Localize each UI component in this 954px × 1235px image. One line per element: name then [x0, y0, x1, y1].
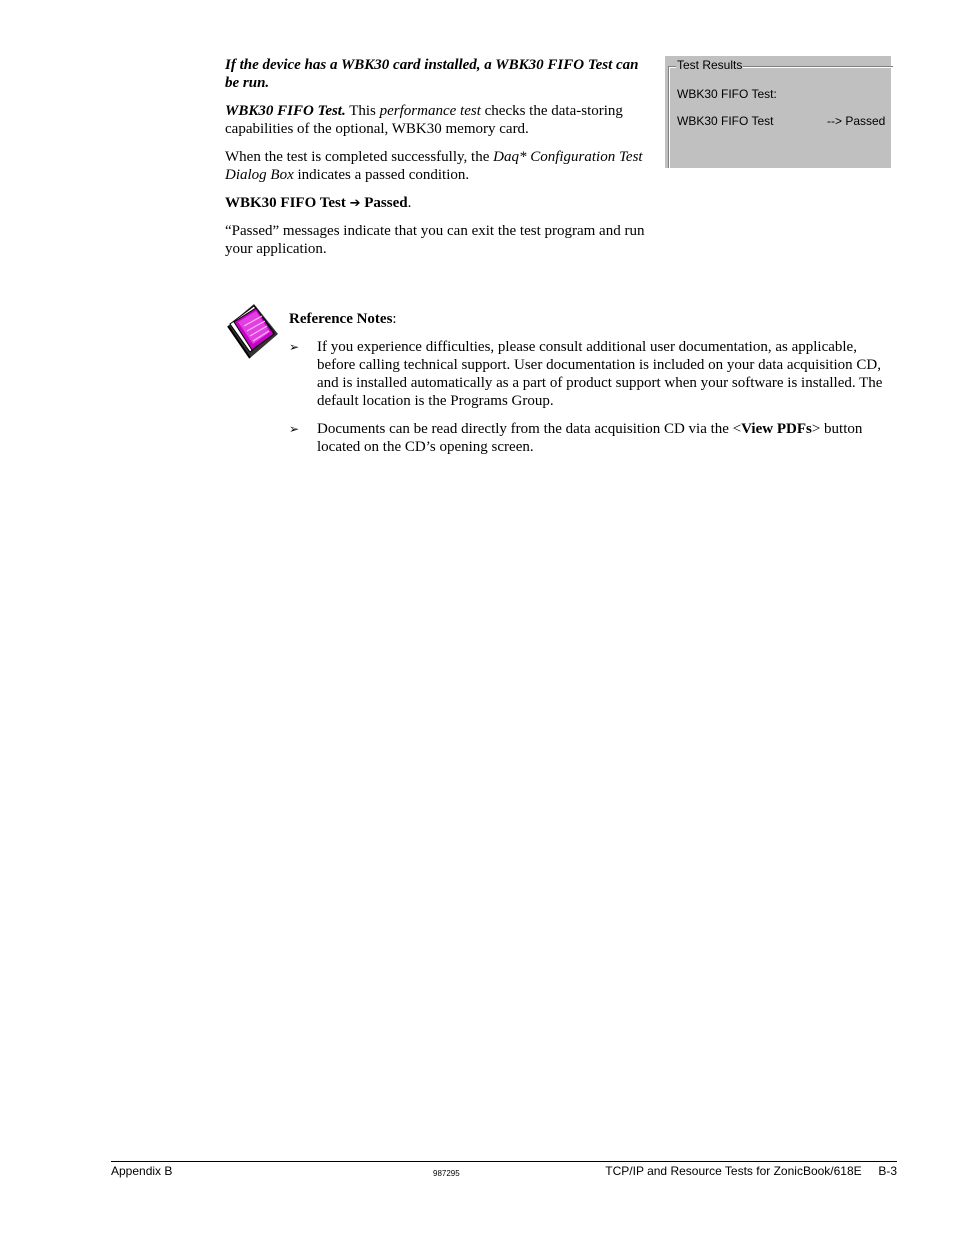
reference-note-2: [317, 420, 892, 456]
completed-text-1: When the test is completed successfully, the: [225, 149, 494, 165]
reference-book-icon: [224, 300, 282, 360]
test-results-panel: [665, 56, 891, 168]
passed-paragraph: “Passed” messages indicate that you can exit the test program and run your application.: [225, 223, 645, 257]
result-end: .: [407, 195, 412, 211]
reference-note-1: If you experience difficulties, please consult additional user documentation, as applicable, before calling technical support. User documentation is included on your data acquisition CD, and is installed automatically as a part of product support when your software is installed. The default location is the Programs Group.: [317, 339, 883, 409]
footer-divider: [111, 1161, 897, 1162]
fifo-text-1: This: [345, 103, 380, 119]
footer-right: TCP/IP and Resource Tests for ZonicBook/618E B-3: [605, 1164, 897, 1178]
test-results-legend: Test Results: [677, 58, 743, 72]
result-label: WBK30 FIFO Test: [225, 195, 346, 211]
arrow-icon: ➔: [349, 196, 361, 211]
panel-row2-value: --> Passed: [827, 114, 886, 128]
reference-title: Reference Notes: [289, 311, 393, 327]
view-pdfs-label: View PDFs: [741, 421, 812, 437]
reference-colon: :: [392, 311, 397, 327]
note2-text-2: > button located on the CD’s opening screen.: [317, 421, 863, 455]
reference-title-line: [289, 310, 397, 328]
result-line: [225, 194, 650, 213]
note2-text-1: Documents can be read directly from the data acquisition CD via the <: [317, 421, 742, 437]
intro-text: If the device has a WBK30 card installed, a WBK30 FIFO Test can be run.: [225, 57, 639, 91]
footer-doc-number: 987295: [433, 1169, 460, 1178]
completed-paragraph: [225, 148, 650, 184]
footer-left: Appendix B: [111, 1164, 173, 1178]
fifo-text-emph: performance test: [379, 103, 481, 119]
panel-row2-label: WBK30 FIFO Test: [677, 114, 774, 128]
completed-text-2: indicates a passed condition.: [293, 167, 470, 183]
bullet-icon: ➢: [289, 422, 300, 436]
fifo-test-paragraph: [225, 102, 650, 138]
dialog-box-name: Daq* Configuration Test Dialog Box: [225, 149, 643, 183]
panel-row1-label: WBK30 FIFO Test:: [677, 87, 777, 101]
result-status: Passed: [364, 195, 408, 211]
bullet-icon: ➢: [289, 340, 300, 354]
fifo-test-heading: WBK30 FIFO Test.: [225, 103, 346, 119]
fifo-text-2: checks the data-storing capabilities of the optional, WBK30 memory card.: [225, 103, 623, 137]
